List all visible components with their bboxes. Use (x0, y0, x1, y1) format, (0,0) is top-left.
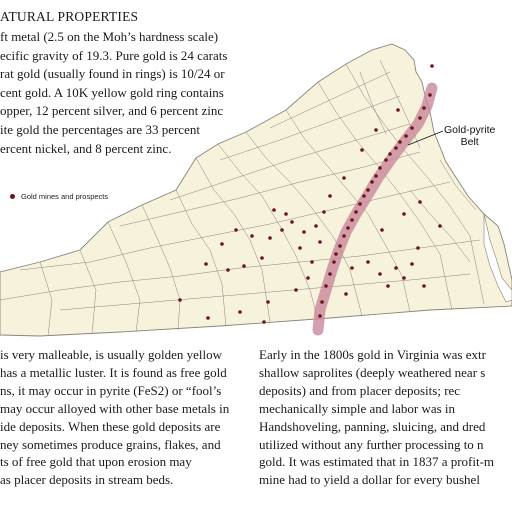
legend-label: Gold mines and prospects (21, 192, 109, 201)
paragraph-line: ite gold the percentages are 33 percent (0, 121, 200, 137)
column-line: ts of free gold that upon erosion may (0, 454, 192, 470)
belt-label-line: Gold-pyrite (444, 124, 496, 136)
paragraph-line: ercent nickel, and 8 percent zinc. (0, 140, 172, 156)
column-line: gold. It was estimated that in 1837 a profit-m (259, 454, 495, 470)
properties-paragraph (0, 28, 250, 158)
paragraph-line: ft metal (2.5 on the Moh’s hardness scale) (0, 29, 219, 44)
paragraph-line: rat gold (usually found in rings) is 10/24 or (0, 66, 225, 82)
paragraph-line: opper, 12 percent silver, and 6 percent zinc (0, 103, 224, 119)
left-text-column (0, 346, 246, 489)
column-line: utilized without any further processing to n (259, 436, 484, 452)
column-line: shallow saprolites (deeply weathered near s (259, 364, 486, 380)
column-line: may occur alloyed with other base metals in (0, 400, 230, 416)
column-line: ide deposits. When these gold deposits are (0, 418, 221, 434)
belt-label-line: Belt (460, 136, 479, 148)
column-line: has a metallic luster. It is found as free gold (0, 364, 227, 380)
paragraph-line: ecific gravity of 19.3. Pure gold is 24 carats (0, 47, 228, 63)
column-line: as placer deposits in stream beds. (0, 472, 174, 488)
section-heading: ATURAL PROPERTIES (0, 9, 139, 24)
column-line: is very malleable, is usually golden yellow (0, 347, 223, 362)
belt-label (444, 124, 495, 148)
paragraph-line: cent gold. A 10K yellow gold ring contains (0, 84, 224, 100)
column-line: mechanically simple and labor was in (259, 400, 456, 416)
column-line: deposits) and from placer deposits; rec (259, 382, 461, 398)
column-line: mine had to yield a dollar for every bushel (259, 472, 480, 488)
column-line: ns, it may occur in pyrite (FeS2) or “fool’s (0, 382, 222, 398)
column-line: Early in the 1800s gold in Virginia was extr (259, 347, 486, 362)
column-line: Handshoveling, panning, sluicing, and dred (259, 418, 486, 434)
map-legend (10, 192, 108, 201)
right-text-column (259, 346, 512, 489)
column-line: ney sometimes produce grains, flakes, and (0, 436, 221, 452)
mine-marker-icon (10, 194, 15, 199)
